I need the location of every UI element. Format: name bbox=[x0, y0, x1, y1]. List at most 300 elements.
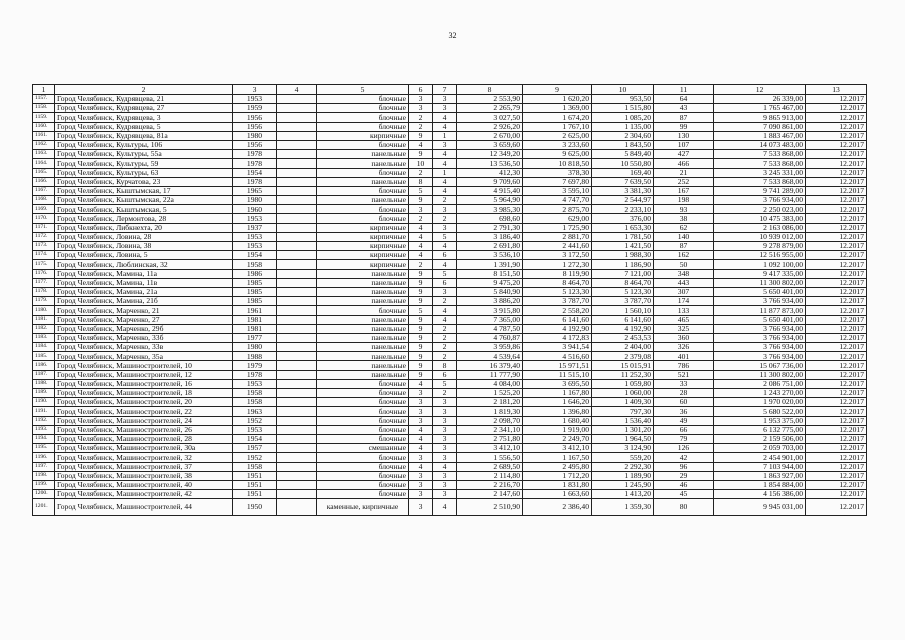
cell-residential-area: 1 301,20 bbox=[592, 425, 654, 434]
cell-cost: 7 103 944,00 bbox=[714, 462, 806, 471]
cell-cost: 3 766 934,00 bbox=[714, 352, 806, 361]
cell-cost: 1 092 100,00 bbox=[714, 260, 806, 269]
table-row bbox=[33, 95, 867, 104]
cell-entrances: 3 bbox=[433, 425, 457, 434]
cell-row-number: 1199. bbox=[33, 480, 55, 489]
column-number-2: 2 bbox=[55, 85, 233, 95]
table-row bbox=[33, 389, 867, 398]
cell-total-area: 2 689,50 bbox=[457, 462, 523, 471]
cell-living-area: 1 831,80 bbox=[523, 480, 592, 489]
cell-living-area: 4 516,60 bbox=[523, 352, 592, 361]
cell-row-number: 1187. bbox=[33, 370, 55, 379]
cell-floors: 4 bbox=[409, 379, 433, 388]
cell-entrances: 5 bbox=[433, 269, 457, 278]
cell-residential-area: 2 233,10 bbox=[592, 205, 654, 214]
cell-planned-date: 12.2017 bbox=[806, 315, 867, 324]
cell-floors: 9 bbox=[409, 361, 433, 370]
cell-row-number: 1157. bbox=[33, 95, 55, 104]
cell-total-area: 7 365,00 bbox=[457, 315, 523, 324]
cell-planned-date: 12.2017 bbox=[806, 251, 867, 260]
cell-floors: 9 bbox=[409, 287, 433, 296]
table-row bbox=[33, 205, 867, 214]
cell-year-renovated bbox=[277, 343, 317, 352]
cell-living-area: 3 787,70 bbox=[523, 297, 592, 306]
cell-cost: 5 650 401,00 bbox=[714, 287, 806, 296]
cell-floors: 9 bbox=[409, 150, 433, 159]
cell-residents: 133 bbox=[654, 306, 714, 315]
cell-floors: 3 bbox=[409, 453, 433, 462]
cell-residential-area: 797,30 bbox=[592, 407, 654, 416]
cell-residential-area: 8 464,70 bbox=[592, 278, 654, 287]
cell-entrances: 4 bbox=[433, 242, 457, 251]
cell-residents: 42 bbox=[654, 453, 714, 462]
cell-living-area: 1 167,80 bbox=[523, 389, 592, 398]
cell-residential-area: 2 292,30 bbox=[592, 462, 654, 471]
cell-entrances: 2 bbox=[433, 297, 457, 306]
table-row bbox=[33, 140, 867, 149]
cell-residential-area: 1 653,30 bbox=[592, 223, 654, 232]
cell-wall-material: блочные bbox=[317, 490, 409, 499]
cell-wall-material: кирпичные bbox=[317, 251, 409, 260]
cell-wall-material: панельные bbox=[317, 278, 409, 287]
cell-living-area: 2 386,40 bbox=[523, 499, 592, 516]
column-number-6: 6 bbox=[409, 85, 433, 95]
cell-wall-material: блочные bbox=[317, 140, 409, 149]
cell-floors: 8 bbox=[409, 177, 433, 186]
cell-total-area: 9 475,20 bbox=[457, 278, 523, 287]
cell-residential-area: 1 189,90 bbox=[592, 471, 654, 480]
cell-residential-area: 10 550,80 bbox=[592, 159, 654, 168]
cell-entrances: 4 bbox=[433, 499, 457, 516]
cell-floors: 4 bbox=[409, 434, 433, 443]
cell-residential-area: 5 849,40 bbox=[592, 150, 654, 159]
cell-row-number: 1170. bbox=[33, 214, 55, 223]
cell-floors: 9 bbox=[409, 315, 433, 324]
cell-address: Город Челябинск, Машиностроителей, 44 bbox=[55, 499, 233, 516]
cell-cost: 2 163 086,00 bbox=[714, 223, 806, 232]
cell-year-built: 1951 bbox=[233, 480, 277, 489]
table-row bbox=[33, 324, 867, 333]
cell-living-area: 2 558,20 bbox=[523, 306, 592, 315]
cell-planned-date: 12.2017 bbox=[806, 471, 867, 480]
cell-planned-date: 12.2017 bbox=[806, 343, 867, 352]
cell-year-built: 1950 bbox=[233, 499, 277, 516]
cell-year-renovated bbox=[277, 490, 317, 499]
cell-entrances: 2 bbox=[433, 352, 457, 361]
cell-year-built: 1956 bbox=[233, 122, 277, 131]
cell-address: Город Челябинск, Машиностроителей, 26 bbox=[55, 425, 233, 434]
cell-year-built: 1953 bbox=[233, 425, 277, 434]
cell-entrances: 3 bbox=[433, 416, 457, 425]
table-row bbox=[33, 343, 867, 352]
cell-address: Город Челябинск, Кыштымская, 17 bbox=[55, 186, 233, 195]
cell-address: Город Челябинск, Ловина, 38 bbox=[55, 242, 233, 251]
cell-residential-area: 953,50 bbox=[592, 95, 654, 104]
cell-row-number: 1158. bbox=[33, 104, 55, 113]
cell-residential-area: 376,00 bbox=[592, 214, 654, 223]
cell-floors: 2 bbox=[409, 214, 433, 223]
cell-entrances: 4 bbox=[433, 122, 457, 131]
table-row bbox=[33, 315, 867, 324]
cell-residential-area: 15 015,91 bbox=[592, 361, 654, 370]
cell-wall-material: панельные bbox=[317, 150, 409, 159]
cell-cost: 3 766 934,00 bbox=[714, 297, 806, 306]
cell-floors: 2 bbox=[409, 260, 433, 269]
cell-year-built: 1954 bbox=[233, 434, 277, 443]
cell-residential-area: 1 413,20 bbox=[592, 490, 654, 499]
cell-residential-area: 559,20 bbox=[592, 453, 654, 462]
cell-entrances: 3 bbox=[433, 490, 457, 499]
cell-year-built: 1954 bbox=[233, 168, 277, 177]
cell-floors: 9 bbox=[409, 333, 433, 342]
cell-cost: 3 766 934,00 bbox=[714, 333, 806, 342]
cell-cost: 15 067 736,00 bbox=[714, 361, 806, 370]
cell-living-area: 15 971,51 bbox=[523, 361, 592, 370]
cell-address: Город Челябинск, Мамина, 11а bbox=[55, 269, 233, 278]
column-number-11: 11 bbox=[654, 85, 714, 95]
table-row bbox=[33, 223, 867, 232]
cell-residents: 126 bbox=[654, 444, 714, 453]
cell-year-built: 1980 bbox=[233, 343, 277, 352]
table-row bbox=[33, 434, 867, 443]
cell-address: Город Челябинск, Машиностроителей, 37 bbox=[55, 462, 233, 471]
column-number-row bbox=[33, 85, 867, 95]
cell-cost: 7 533 868,00 bbox=[714, 177, 806, 186]
cell-year-renovated bbox=[277, 315, 317, 324]
cell-residents: 80 bbox=[654, 499, 714, 516]
cell-total-area: 2 216,70 bbox=[457, 480, 523, 489]
cell-year-built: 1965 bbox=[233, 186, 277, 195]
cell-total-area: 2 751,80 bbox=[457, 434, 523, 443]
table-row bbox=[33, 150, 867, 159]
cell-residents: 427 bbox=[654, 150, 714, 159]
cell-cost: 7 533 868,00 bbox=[714, 150, 806, 159]
column-number-13: 13 bbox=[806, 85, 867, 95]
cell-row-number: 1168. bbox=[33, 196, 55, 205]
cell-planned-date: 12.2017 bbox=[806, 168, 867, 177]
cell-residential-area: 169,40 bbox=[592, 168, 654, 177]
cell-total-area: 2 147,60 bbox=[457, 490, 523, 499]
cell-row-number: 1171. bbox=[33, 223, 55, 232]
cell-row-number: 1175. bbox=[33, 260, 55, 269]
cell-year-renovated bbox=[277, 389, 317, 398]
cell-cost: 6 132 775,00 bbox=[714, 425, 806, 434]
cell-year-renovated bbox=[277, 269, 317, 278]
table-row bbox=[33, 398, 867, 407]
cell-planned-date: 12.2017 bbox=[806, 122, 867, 131]
cell-wall-material: панельные bbox=[317, 343, 409, 352]
cell-row-number: 1197. bbox=[33, 462, 55, 471]
cell-year-built: 1954 bbox=[233, 251, 277, 260]
cell-row-number: 1174. bbox=[33, 251, 55, 260]
cell-year-renovated bbox=[277, 223, 317, 232]
cell-total-area: 3 915,80 bbox=[457, 306, 523, 315]
cell-living-area: 11 515,10 bbox=[523, 370, 592, 379]
cell-total-area: 3 186,40 bbox=[457, 232, 523, 241]
cell-floors: 9 bbox=[409, 269, 433, 278]
cell-total-area: 2 181,20 bbox=[457, 398, 523, 407]
cell-floors: 4 bbox=[409, 140, 433, 149]
table-row bbox=[33, 297, 867, 306]
cell-row-number: 1186. bbox=[33, 361, 55, 370]
cell-planned-date: 12.2017 bbox=[806, 196, 867, 205]
table-row bbox=[33, 214, 867, 223]
cell-year-built: 1951 bbox=[233, 490, 277, 499]
table-row bbox=[33, 480, 867, 489]
cell-year-renovated bbox=[277, 186, 317, 195]
cell-residential-area: 1 085,20 bbox=[592, 113, 654, 122]
cell-wall-material: панельные bbox=[317, 370, 409, 379]
cell-residents: 198 bbox=[654, 196, 714, 205]
cell-row-number: 1161. bbox=[33, 131, 55, 140]
cell-year-built: 1979 bbox=[233, 361, 277, 370]
cell-total-area: 4 760,87 bbox=[457, 333, 523, 342]
cell-entrances: 5 bbox=[433, 379, 457, 388]
cell-residents: 307 bbox=[654, 287, 714, 296]
cell-wall-material: кирпичные bbox=[317, 242, 409, 251]
cell-row-number: 1166. bbox=[33, 177, 55, 186]
cell-living-area: 4 172,83 bbox=[523, 333, 592, 342]
cell-entrances: 4 bbox=[433, 186, 457, 195]
cell-residents: 64 bbox=[654, 95, 714, 104]
cell-residential-area: 1 060,00 bbox=[592, 389, 654, 398]
cell-residents: 162 bbox=[654, 251, 714, 260]
cell-wall-material: панельные bbox=[317, 324, 409, 333]
cell-address: Город Челябинск, Машиностроителей, 30а bbox=[55, 444, 233, 453]
cell-year-renovated bbox=[277, 499, 317, 516]
cell-total-area: 12 349,20 bbox=[457, 150, 523, 159]
table-row bbox=[33, 407, 867, 416]
cell-living-area: 1 712,20 bbox=[523, 471, 592, 480]
cell-living-area: 8 464,70 bbox=[523, 278, 592, 287]
table-row bbox=[33, 361, 867, 370]
cell-residents: 33 bbox=[654, 379, 714, 388]
cell-residential-area: 6 141,60 bbox=[592, 315, 654, 324]
cell-residential-area: 1 059,80 bbox=[592, 379, 654, 388]
cell-cost: 1 854 884,00 bbox=[714, 480, 806, 489]
cell-row-number: 1169. bbox=[33, 205, 55, 214]
cell-address: Город Челябинск, Машиностроителей, 38 bbox=[55, 471, 233, 480]
cell-address: Город Челябинск, Марченко, 27 bbox=[55, 315, 233, 324]
cell-year-renovated bbox=[277, 398, 317, 407]
cell-year-renovated bbox=[277, 379, 317, 388]
cell-year-renovated bbox=[277, 287, 317, 296]
cell-living-area: 2 249,70 bbox=[523, 434, 592, 443]
cell-year-renovated bbox=[277, 434, 317, 443]
cell-planned-date: 12.2017 bbox=[806, 214, 867, 223]
cell-floors: 3 bbox=[409, 205, 433, 214]
cell-living-area: 1 396,80 bbox=[523, 407, 592, 416]
cell-wall-material: кирпичные bbox=[317, 232, 409, 241]
cell-entrances: 3 bbox=[433, 471, 457, 480]
cell-cost: 12 516 955,00 bbox=[714, 251, 806, 260]
cell-planned-date: 12.2017 bbox=[806, 287, 867, 296]
cell-row-number: 1195. bbox=[33, 444, 55, 453]
cell-entrances: 4 bbox=[433, 150, 457, 159]
cell-total-area: 412,30 bbox=[457, 168, 523, 177]
cell-address: Город Челябинск, Марченко, 33в bbox=[55, 343, 233, 352]
cell-year-renovated bbox=[277, 131, 317, 140]
cell-year-renovated bbox=[277, 159, 317, 168]
cell-cost: 5 680 522,00 bbox=[714, 407, 806, 416]
cell-wall-material: панельные bbox=[317, 315, 409, 324]
cell-wall-material: блочные bbox=[317, 122, 409, 131]
cell-planned-date: 12.2017 bbox=[806, 150, 867, 159]
cell-address: Город Челябинск, Либкнехта, 20 bbox=[55, 223, 233, 232]
cell-living-area: 8 119,90 bbox=[523, 269, 592, 278]
cell-entrances: 8 bbox=[433, 361, 457, 370]
cell-residents: 252 bbox=[654, 177, 714, 186]
cell-living-area: 2 625,00 bbox=[523, 131, 592, 140]
cell-total-area: 1 556,50 bbox=[457, 453, 523, 462]
cell-floors: 3 bbox=[409, 499, 433, 516]
cell-wall-material: блочные bbox=[317, 379, 409, 388]
cell-wall-material-text: каменные, кирпичные bbox=[326, 502, 399, 512]
cell-residents: 50 bbox=[654, 260, 714, 269]
cell-year-built: 1978 bbox=[233, 370, 277, 379]
cell-cost: 3 766 934,00 bbox=[714, 343, 806, 352]
cell-year-built: 1980 bbox=[233, 196, 277, 205]
cell-total-area: 13 536,50 bbox=[457, 159, 523, 168]
cell-address: Город Челябинск, Машиностроителей, 24 bbox=[55, 416, 233, 425]
cell-floors: 9 bbox=[409, 196, 433, 205]
cell-year-built: 1988 bbox=[233, 352, 277, 361]
cell-living-area: 1 767,10 bbox=[523, 122, 592, 131]
cell-total-area: 3 886,20 bbox=[457, 297, 523, 306]
cell-wall-material: блочные bbox=[317, 214, 409, 223]
cell-year-renovated bbox=[277, 480, 317, 489]
cell-residential-area: 2 544,97 bbox=[592, 196, 654, 205]
cell-row-number: 1160. bbox=[33, 122, 55, 131]
cell-row-number: 1182. bbox=[33, 324, 55, 333]
cell-year-built: 1985 bbox=[233, 278, 277, 287]
cell-floors: 2 bbox=[409, 122, 433, 131]
cell-row-number: 1177. bbox=[33, 278, 55, 287]
cell-entrances: 3 bbox=[433, 287, 457, 296]
cell-address: Город Челябинск, Машиностроителей, 40 bbox=[55, 480, 233, 489]
cell-floors: 9 bbox=[409, 343, 433, 352]
cell-row-number: 1184. bbox=[33, 343, 55, 352]
cell-cost: 9 945 031,00 bbox=[714, 499, 806, 516]
cell-living-area: 3 941,54 bbox=[523, 343, 592, 352]
cell-total-area: 9 709,60 bbox=[457, 177, 523, 186]
cell-total-area: 3 959,86 bbox=[457, 343, 523, 352]
cell-residents: 66 bbox=[654, 425, 714, 434]
cell-year-built: 1952 bbox=[233, 416, 277, 425]
cell-total-area: 2 098,70 bbox=[457, 416, 523, 425]
cell-planned-date: 12.2017 bbox=[806, 398, 867, 407]
cell-year-built: 1952 bbox=[233, 453, 277, 462]
cell-residential-area: 2 453,53 bbox=[592, 333, 654, 342]
cell-wall-material: кирпичные bbox=[317, 223, 409, 232]
cell-address: Город Челябинск, Культуры, 59 bbox=[55, 159, 233, 168]
cell-residential-area: 11 252,30 bbox=[592, 370, 654, 379]
cell-entrances: 3 bbox=[433, 444, 457, 453]
table-row bbox=[33, 471, 867, 480]
cell-year-renovated bbox=[277, 462, 317, 471]
cell-year-built: 1978 bbox=[233, 177, 277, 186]
cell-row-number: 1163. bbox=[33, 150, 55, 159]
cell-row-number: 1193. bbox=[33, 425, 55, 434]
cell-wall-material: панельные bbox=[317, 159, 409, 168]
table-row bbox=[33, 186, 867, 195]
cell-total-area: 1 391,90 bbox=[457, 260, 523, 269]
cell-floors: 4 bbox=[409, 242, 433, 251]
cell-wall-material: блочные bbox=[317, 113, 409, 122]
cell-year-renovated bbox=[277, 205, 317, 214]
cell-living-area: 2 875,70 bbox=[523, 205, 592, 214]
cell-total-area: 5 964,90 bbox=[457, 196, 523, 205]
cell-living-area: 3 695,50 bbox=[523, 379, 592, 388]
cell-residents: 87 bbox=[654, 242, 714, 251]
cell-year-built: 1953 bbox=[233, 232, 277, 241]
cell-floors: 3 bbox=[409, 95, 433, 104]
cell-address: Город Челябинск, Мамина, 21б bbox=[55, 297, 233, 306]
cell-cost: 11 300 802,00 bbox=[714, 278, 806, 287]
cell-planned-date: 12.2017 bbox=[806, 453, 867, 462]
cell-planned-date: 12.2017 bbox=[806, 361, 867, 370]
cell-row-number: 1173. bbox=[33, 242, 55, 251]
cell-year-renovated bbox=[277, 177, 317, 186]
cell-residents: 140 bbox=[654, 232, 714, 241]
cell-planned-date: 12.2017 bbox=[806, 480, 867, 489]
cell-total-area: 11 777,90 bbox=[457, 370, 523, 379]
cell-total-area: 2 670,00 bbox=[457, 131, 523, 140]
cell-residents: 443 bbox=[654, 278, 714, 287]
cell-living-area: 1 646,20 bbox=[523, 398, 592, 407]
cell-row-number: 1191. bbox=[33, 407, 55, 416]
cell-total-area: 1 819,30 bbox=[457, 407, 523, 416]
cell-year-renovated bbox=[277, 370, 317, 379]
cell-year-renovated bbox=[277, 260, 317, 269]
cell-entrances: 4 bbox=[433, 113, 457, 122]
cell-year-built: 1956 bbox=[233, 140, 277, 149]
cell-floors: 3 bbox=[409, 104, 433, 113]
cell-planned-date: 12.2017 bbox=[806, 278, 867, 287]
cell-floors: 3 bbox=[409, 490, 433, 499]
cell-row-number: 1190. bbox=[33, 398, 55, 407]
cell-year-built: 1980 bbox=[233, 131, 277, 140]
cell-residential-area: 1 409,30 bbox=[592, 398, 654, 407]
cell-year-renovated bbox=[277, 232, 317, 241]
cell-residents: 49 bbox=[654, 416, 714, 425]
cell-address: Город Челябинск, Машиностроителей, 42 bbox=[55, 490, 233, 499]
cell-living-area: 10 818,50 bbox=[523, 159, 592, 168]
cell-living-area: 629,00 bbox=[523, 214, 592, 223]
cell-cost: 9 865 913,00 bbox=[714, 113, 806, 122]
cell-floors: 9 bbox=[409, 370, 433, 379]
cell-wall-material: панельные bbox=[317, 361, 409, 370]
cell-living-area: 1 620,20 bbox=[523, 95, 592, 104]
cell-total-area: 4 084,00 bbox=[457, 379, 523, 388]
cell-address: Город Челябинск, Кудрявцева, 27 bbox=[55, 104, 233, 113]
cell-residents: 465 bbox=[654, 315, 714, 324]
cell-planned-date: 12.2017 bbox=[806, 297, 867, 306]
cell-residential-area: 5 123,30 bbox=[592, 287, 654, 296]
cell-wall-material: блочные bbox=[317, 434, 409, 443]
cell-residential-area: 1 186,90 bbox=[592, 260, 654, 269]
cell-planned-date: 12.2017 bbox=[806, 140, 867, 149]
table-row bbox=[33, 278, 867, 287]
cell-row-number: 1178. bbox=[33, 287, 55, 296]
cell-total-area: 3 659,60 bbox=[457, 140, 523, 149]
cell-cost: 26 339,00 bbox=[714, 95, 806, 104]
column-number-7: 7 bbox=[433, 85, 457, 95]
cell-year-renovated bbox=[277, 168, 317, 177]
cell-address: Город Челябинск, Машиностроителей, 20 bbox=[55, 398, 233, 407]
cell-year-renovated bbox=[277, 425, 317, 434]
cell-residential-area: 1 843,50 bbox=[592, 140, 654, 149]
